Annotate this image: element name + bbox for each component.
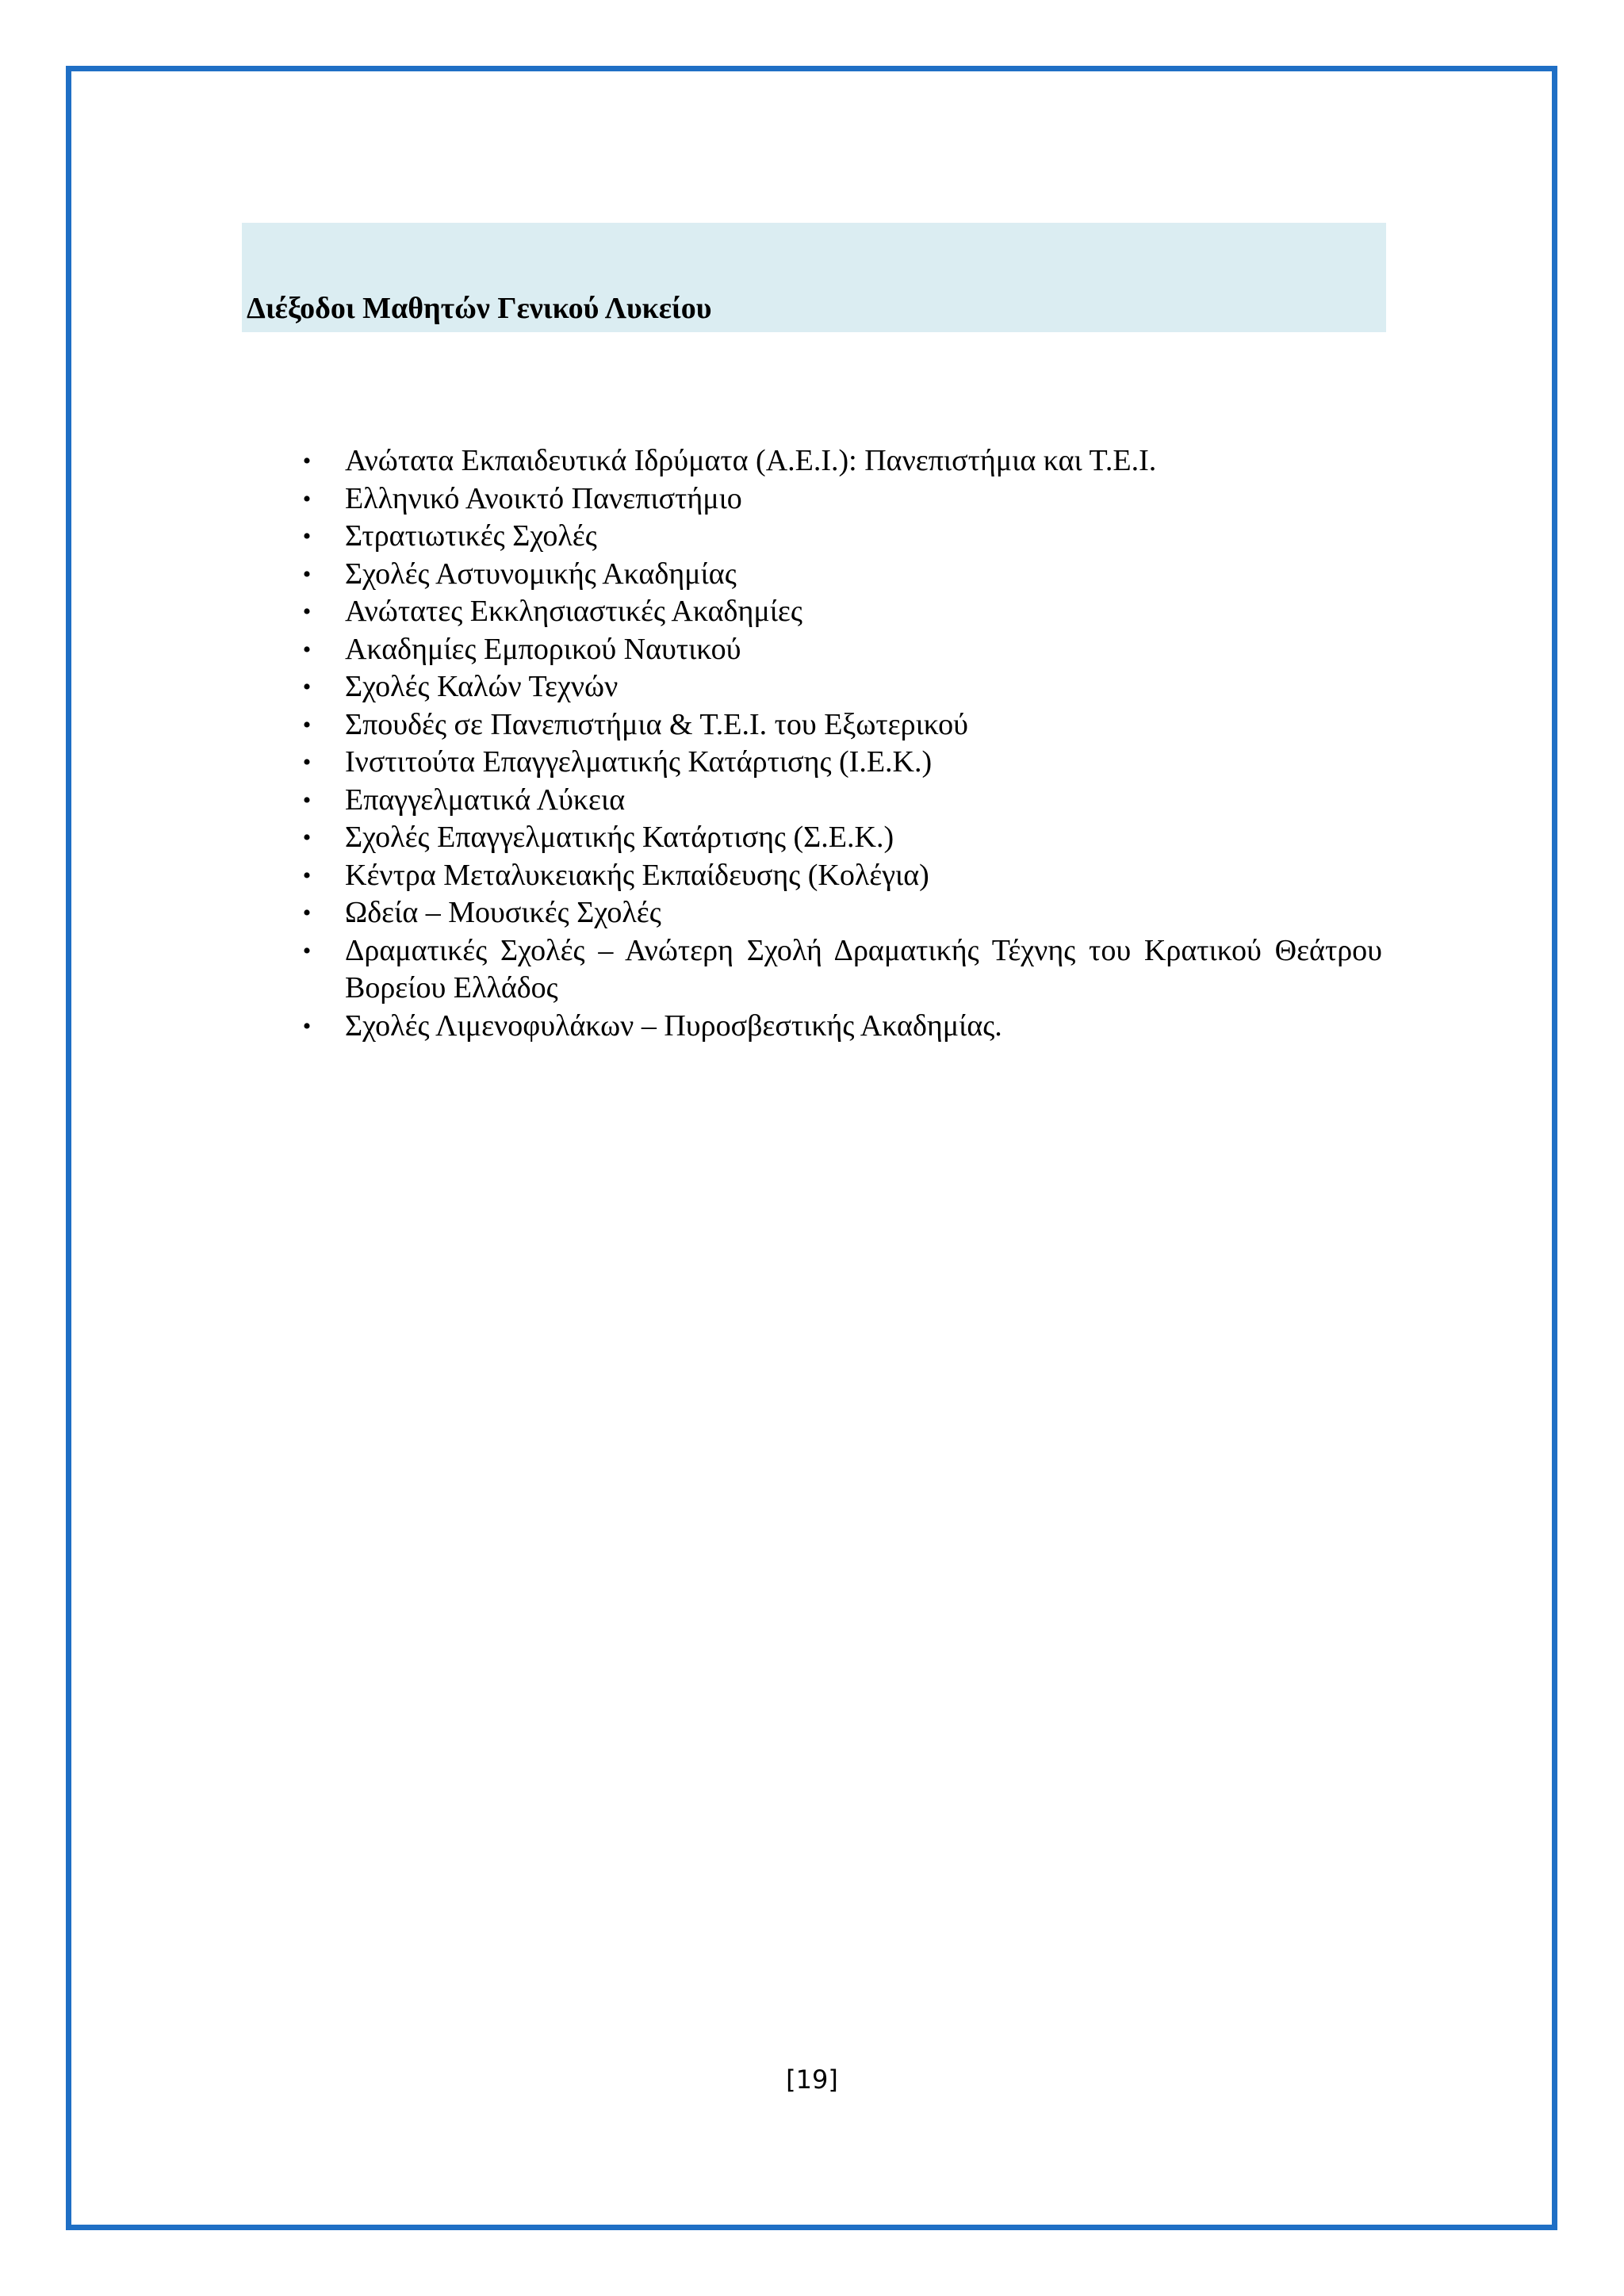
bullet-icon: • [302, 561, 312, 587]
list-item [297, 894, 1382, 932]
bullet-icon: • [302, 937, 312, 964]
bullet-icon: • [302, 485, 312, 512]
list-item [297, 706, 1382, 744]
list-item-text: Ακαδημίες Εμπορικού Ναυτικού [345, 632, 741, 666]
list-item [297, 631, 1382, 669]
page-border [66, 66, 1557, 2230]
list-item-text: Δραματικές Σχολές – Ανώτερη Σχολή Δραματικής Τέχνης του Κρατικού Θεάτρου Βορείου Ελλάδος [345, 933, 1382, 1004]
bullet-icon: • [302, 900, 312, 926]
bullet-icon: • [302, 786, 312, 813]
list-item-text: Ωδεία – Μουσικές Σχολές [345, 896, 661, 929]
list-item-text: Σχολές Επαγγελματικής Κατάρτισης (Σ.Ε.Κ.) [345, 821, 894, 854]
bullet-icon: • [302, 636, 312, 663]
bullet-icon: • [302, 674, 312, 700]
list-item [297, 442, 1382, 480]
list-item-text: Σχολές Καλών Τεχνών [345, 670, 619, 703]
bullet-icon: • [302, 862, 312, 889]
list-item [297, 932, 1382, 1008]
list-item-text: Κέντρα Μεταλυκειακής Εκπαίδευσης (Κολέγια) [345, 858, 929, 892]
options-list [297, 442, 1382, 1045]
list-item [297, 782, 1382, 820]
list-item [297, 593, 1382, 631]
list-item [297, 518, 1382, 556]
bullet-icon: • [302, 749, 312, 775]
bullet-icon: • [302, 523, 312, 549]
list-item-text: Ινστιτούτα Επαγγελματικής Κατάρτισης (Ι.Ε.Κ.) [345, 745, 933, 779]
list-item-text: Σχολές Λιμενοφυλάκων – Πυροσβεστικής Ακαδημίας. [345, 1008, 1002, 1043]
bullet-icon: • [302, 825, 312, 851]
list-item-text: Σπουδές σε Πανεπιστήμια & Τ.Ε.Ι. του Εξωτερικού [345, 707, 968, 741]
list-item-text: Ελληνικό Ανοικτό Πανεπιστήμιο [345, 481, 742, 515]
list-item [297, 668, 1382, 706]
list-item [297, 744, 1382, 782]
list-item-text: Ανώτατα Εκπαιδευτικά Ιδρύματα (Α.Ε.Ι.): Πανεπιστήμια και Τ.Ε.Ι. [345, 444, 1157, 477]
list-item-text: Στρατιωτικές Σχολές [345, 519, 597, 553]
page-number: [19] [786, 2064, 838, 2095]
bullet-icon: • [302, 599, 312, 625]
bullet-icon: • [302, 448, 312, 474]
list-item [297, 857, 1382, 895]
list-item-text: Ανώτατες Εκκλησιαστικές Ακαδημίες [345, 595, 802, 628]
bullet-icon: • [302, 1012, 312, 1039]
heading-box [242, 223, 1386, 332]
list-item-text: Σχολές Αστυνομικής Ακαδημίας [345, 557, 737, 591]
page-title: Διέξοδοι Μαθητών Γενικού Λυκείου [247, 292, 712, 326]
list-item [297, 480, 1382, 519]
list-item [297, 556, 1382, 594]
bullet-icon: • [302, 711, 312, 738]
list-item-text: Επαγγελματικά Λύκεια [345, 783, 626, 817]
list-item [297, 1008, 1382, 1046]
list-item [297, 819, 1382, 857]
